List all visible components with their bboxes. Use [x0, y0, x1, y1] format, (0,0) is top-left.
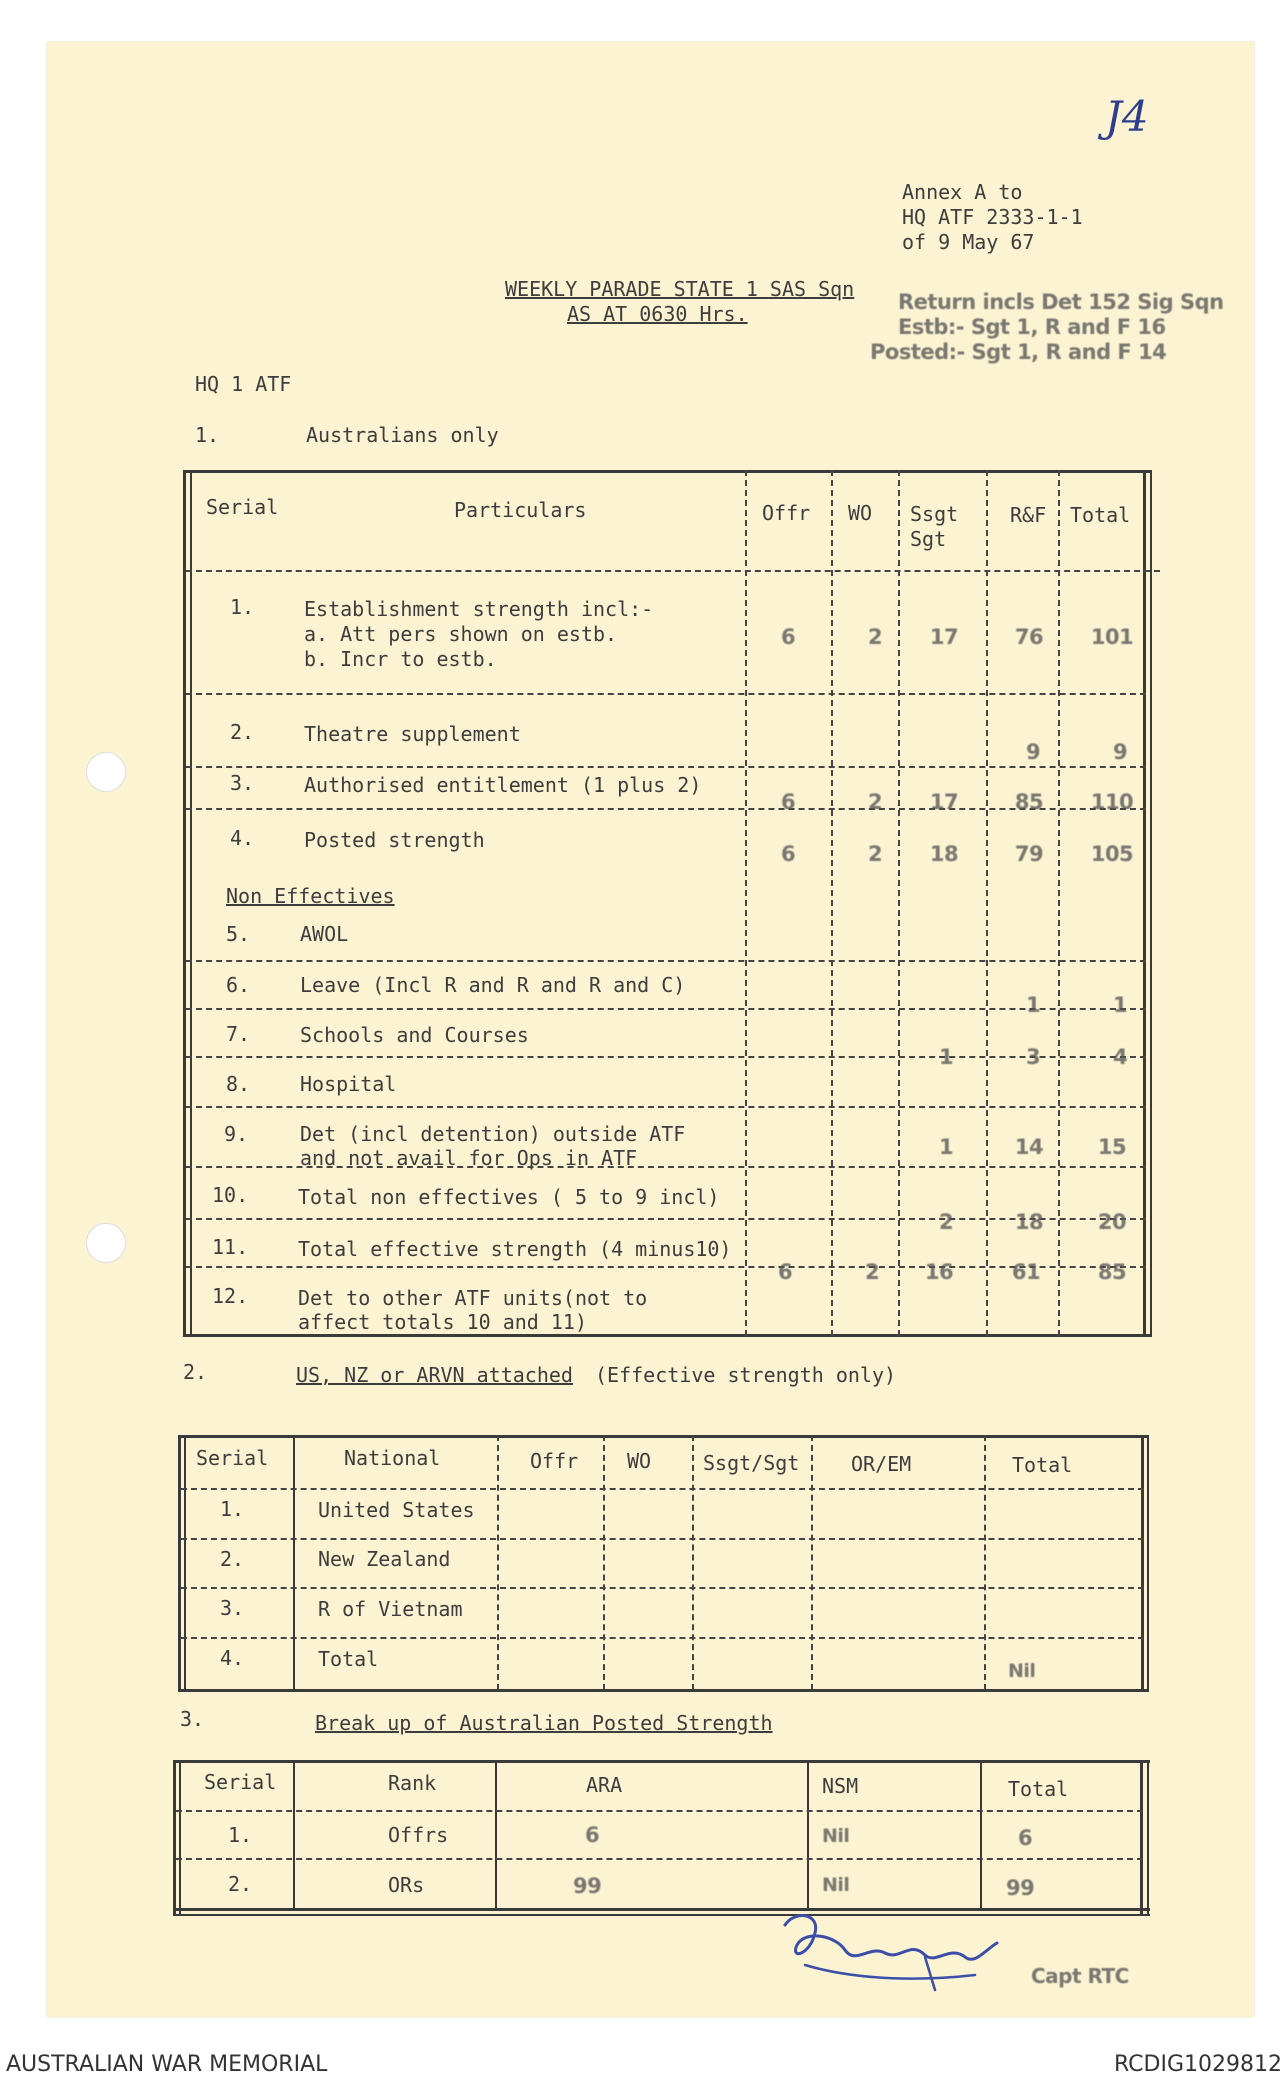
t1-row3-serial: 3. [230, 771, 255, 795]
t1-header-total: Total [1070, 503, 1131, 527]
t1-row2-total: 9 [1112, 740, 1128, 764]
t1-row9-particulars-1: Det (incl detention) outside ATF [300, 1122, 686, 1146]
t3-header-serial: Serial [204, 1770, 277, 1794]
t3-row2-ara: 99 [573, 1874, 602, 1898]
t1-row7-particulars: Schools and Courses [300, 1023, 529, 1047]
t1-row4-serial: 4. [230, 826, 255, 850]
t3-row2-rank: ORs [388, 1873, 425, 1897]
title-line-2: AS AT 0630 Hrs. [567, 302, 748, 326]
t1-row1-wo: 2 [867, 625, 883, 649]
t2-header-offr: Offr [530, 1449, 579, 1473]
annex-line-2: HQ ATF 2333-1-1 [902, 205, 1083, 229]
t1-header-ssgt: Ssgt [910, 502, 959, 526]
unit-name: HQ 1 ATF [195, 372, 292, 396]
annex-line-3: of 9 May 67 [902, 230, 1035, 254]
t1-row10-ssgt: 2 [938, 1210, 954, 1234]
t3-row1-nsm: Nil [822, 1825, 850, 1847]
t2-row2-serial: 2. [220, 1547, 245, 1571]
t3-row1-ara: 6 [585, 1823, 600, 1847]
t1-row2-serial: 2. [230, 720, 255, 744]
t1-row1-particulars-1: Establishment strength incl:- [304, 597, 654, 621]
t1-row4-rf: 79 [1014, 842, 1044, 866]
punch-hole-top [86, 752, 126, 792]
t1-row11-ssgt: 16 [924, 1260, 954, 1284]
t1-row10-particulars: Total non effectives ( 5 to 9 incl) [298, 1185, 720, 1209]
t1-row1-particulars-3: b. Incr to estb. [304, 647, 497, 671]
t1-row1-offr: 6 [780, 625, 796, 649]
t1-row9-total: 15 [1097, 1135, 1127, 1159]
t2-row4-serial: 4. [220, 1646, 245, 1670]
t1-row5-serial: 5. [226, 922, 251, 946]
t2-header-serial: Serial [196, 1446, 269, 1470]
t1-row1-ssgt: 17 [929, 625, 959, 649]
t3-header-rank: Rank [388, 1771, 437, 1795]
t1-row12-particulars-1: Det to other ATF units(not to [298, 1286, 648, 1310]
t1-row3-rf: 85 [1014, 790, 1044, 814]
section2-number: 2. [183, 1360, 208, 1384]
t1-row9-ssgt: 1 [938, 1135, 954, 1159]
t1-row7-total: 4 [1112, 1045, 1128, 1069]
t1-row4-ssgt: 18 [929, 842, 959, 866]
section1-number: 1. [195, 423, 220, 447]
t2-row2-national: New Zealand [318, 1547, 451, 1571]
t1-header-wo: WO [848, 501, 873, 525]
t1-non-effectives-heading: Non Effectives [226, 884, 395, 908]
t1-row1-total: 101 [1090, 625, 1134, 649]
annex-line-1: Annex A to [902, 180, 1023, 204]
t1-row7-serial: 7. [226, 1022, 251, 1046]
t2-header-ssgt: Ssgt/Sgt [703, 1451, 800, 1475]
section1-title: Australians only [306, 423, 499, 447]
t2-row4-total: Nil [1008, 1660, 1036, 1682]
t1-header-serial: Serial [206, 495, 279, 519]
t3-row1-total: 6 [1018, 1826, 1033, 1850]
t1-row12-particulars-2: affect totals 10 and 11) [298, 1310, 587, 1334]
stamp-line-2: Estb:- Sgt 1, R and F 16 [898, 315, 1166, 339]
t1-row2-rf: 9 [1025, 740, 1041, 764]
t3-header-total: Total [1008, 1777, 1069, 1801]
t1-row1-serial: 1. [230, 595, 255, 619]
t1-row1-rf: 76 [1014, 625, 1044, 649]
t1-row7-rf: 3 [1025, 1045, 1041, 1069]
t1-row2-particulars: Theatre supplement [304, 722, 521, 746]
t3-header-ara: ARA [586, 1773, 623, 1797]
t1-row6-total: 1 [1112, 993, 1128, 1017]
footer-left: AUSTRALIAN WAR MEMORIAL [6, 2052, 328, 2077]
t1-row1-particulars-2: a. Att pers shown on estb. [304, 622, 618, 646]
t1-row6-particulars: Leave (Incl R and R and R and C) [300, 973, 686, 997]
t2-row3-serial: 3. [220, 1596, 245, 1620]
t1-row10-total: 20 [1097, 1210, 1127, 1234]
t2-header-national: National [344, 1446, 441, 1470]
t1-row11-total: 85 [1097, 1260, 1127, 1284]
t1-row3-ssgt: 17 [929, 790, 959, 814]
t3-header-nsm: NSM [822, 1774, 859, 1798]
t1-row3-offr: 6 [780, 790, 796, 814]
t1-row8-particulars: Hospital [300, 1072, 397, 1096]
t1-header-particulars: Particulars [454, 498, 587, 522]
stamp-line-3: Posted:- Sgt 1, R and F 14 [870, 340, 1167, 364]
t1-row8-serial: 8. [226, 1072, 251, 1096]
t1-row3-wo: 2 [867, 790, 883, 814]
t1-row11-offr: 6 [777, 1260, 793, 1284]
t2-header-or: OR/EM [851, 1452, 912, 1476]
t1-row9-serial: 9. [224, 1122, 249, 1146]
t1-row9-rf: 14 [1014, 1135, 1044, 1159]
t2-header-wo: WO [627, 1449, 652, 1473]
t1-row4-particulars: Posted strength [304, 828, 485, 852]
t1-row10-serial: 10. [212, 1183, 249, 1207]
t1-row5-particulars: AWOL [300, 922, 349, 946]
t1-row12-serial: 12. [212, 1284, 249, 1308]
t2-row3-national: R of Vietnam [318, 1597, 463, 1621]
t2-row1-national: United States [318, 1498, 475, 1522]
t1-row11-wo: 2 [864, 1260, 880, 1284]
t1-row6-rf: 1 [1025, 993, 1041, 1017]
t1-row7-ssgt: 1 [938, 1045, 954, 1069]
punch-hole-bottom [86, 1223, 126, 1263]
t1-row9-particulars-2: and not avail for Ops in ATF [300, 1146, 638, 1170]
folio-number: J4 [1105, 92, 1149, 141]
t1-header-rf: R&F [1010, 503, 1047, 527]
section2-title: US, NZ or ARVN attached [296, 1363, 573, 1387]
t1-header-offr: Offr [762, 501, 811, 525]
t2-header-total: Total [1012, 1453, 1073, 1477]
t1-row3-particulars: Authorised entitlement (1 plus 2) [304, 773, 702, 797]
t1-row10-rf: 18 [1014, 1210, 1044, 1234]
t3-row1-serial: 1. [228, 1823, 253, 1847]
t2-row4-national: Total [318, 1647, 379, 1671]
t1-row4-offr: 6 [780, 842, 796, 866]
title-line-1: WEEKLY PARADE STATE 1 SAS Sqn [505, 277, 855, 301]
t1-row11-serial: 11. [212, 1235, 249, 1259]
t1-row4-total: 105 [1090, 842, 1134, 866]
section3-number: 3. [180, 1707, 205, 1731]
t1-row11-particulars: Total effective strength (4 minus10) [298, 1237, 732, 1261]
t2-row1-serial: 1. [220, 1497, 245, 1521]
t3-row2-serial: 2. [228, 1872, 253, 1896]
section3-title: Break up of Australian Posted Strength [315, 1711, 773, 1735]
section2-suffix: (Effective strength only) [595, 1363, 897, 1387]
t1-row4-wo: 2 [867, 842, 883, 866]
t1-row6-serial: 6. [226, 973, 251, 997]
t1-row11-rf: 61 [1011, 1260, 1041, 1284]
footer-right: RCDIG1029812 [1113, 2052, 1282, 2077]
t3-row2-nsm: Nil [822, 1874, 850, 1896]
t1-header-sgt: Sgt [910, 527, 947, 551]
t1-row3-total: 110 [1090, 790, 1134, 814]
t3-row1-rank: Offrs [388, 1823, 449, 1847]
stamp-line-1: Return incls Det 152 Sig Sqn [898, 290, 1224, 314]
t3-row2-total: 99 [1006, 1876, 1035, 1900]
signatory-rank: Capt RTC [1031, 1964, 1129, 1988]
